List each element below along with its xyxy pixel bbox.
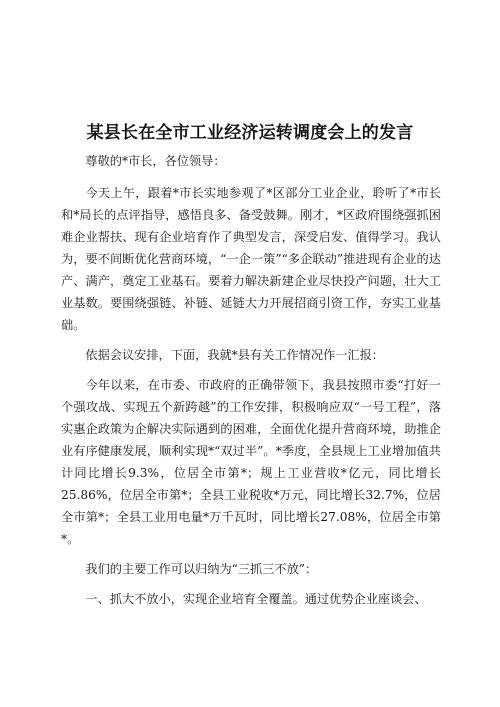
paragraph-section-one: 一、抓大不放小，实现企业培育全覆盖。通过优势企业座谈会、 [85,592,427,606]
document-body [61,150,441,618]
paragraph-opening: 今天上午，跟着*市长实地参观了*区部分工业企业，聆听了*市长和*局长的点评指导，感悟良多、备受鼓舞。刚才，*区政府围绕强抓困难企业帮扶、现有企业培育作了典型发言，深受启发、值得学习。我认为，要不间断优化营商环境，“一企一策”“多企联动”推进现有企业的达产、满产，奠定工业基石。要着力解决新建企业尽快投产问题，壮大工业基数。要围绕强链、补链、延链大力开展招商引资工作，夯实工业基础。 [61,186,441,332]
salutation: 尊敬的*市长，各位领导： [85,154,226,168]
paragraph-report-intro: 依据会议安排，下面，我就*县有关工作情况作一汇报： [85,348,384,362]
paragraph-performance: 今年以来，在市委、市政府的正确带领下，我县按照市委“打好一个强攻战、实现五个新跨越”的工作安排，积极响应双“一号工程”，落实惠企政策为企解决实际遇到的困难，全面优化提升营商环境，助推企业有序健康发展，顺利实现*“双过半”。*季度，全县规上工业增加值共计同比增长9.3%，位居全市第*；规上工业营收*亿元，同比增长25.86%，位居全市第*；全县工业税收*万元，同比增长32.7%，位居全市第*；全县工业用电量*万千瓦时，同比增长27.08%，位居全市第*。 [61,378,441,546]
document-title: 某县长在全市工业经济运转调度会上的发言 [86,123,414,143]
paragraph-summary: 我们的主要工作可以归纳为“三抓三不放”： [85,562,318,576]
